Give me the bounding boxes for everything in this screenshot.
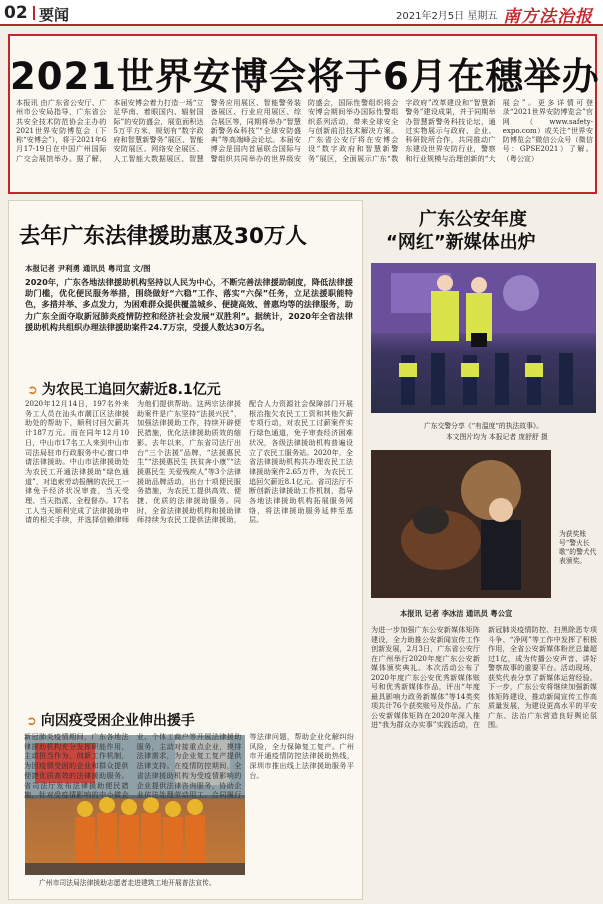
issue-date: 2021年2月5日 星期五 — [396, 11, 498, 22]
page-header — [0, 0, 603, 26]
left-feature-byline: 本报记者 尹利勇 通讯员 粤司宣 文/图 — [25, 264, 151, 273]
left-feature-title: 去年广东法律援助惠及30万人 — [19, 224, 307, 249]
page-number: 02 — [4, 3, 28, 23]
right-feature-title-line1: 广东公安年度 — [419, 209, 527, 230]
header-divider — [33, 6, 35, 20]
police-photo-caption: 广东交警分享《“有温度”的执法故事》。 — [424, 422, 544, 430]
top-story-body: 本报讯 由广东省公安厅、广州市公安局指导，广东省公共安全技术防范协会主办的2021世界安防博览会（下称“安博会”），将于2021年6月17-19日在中国广州国际广交会展馆举办。据了解，本届安博会着力打造一场“立足华南、着眼国内、辐射国际”的安防盛会，展览面积达5万平方米，规划有“数字政府和智慧新警务”展区、智能安防展区、网络安全展区、人工智能大数据展区、智慧警务应用展区、智能警务装备展区、行业应用展区、综合展区等，同期将举办“智慧新警务&科技”“全球安防盛典”等高端峰会论坛。本届安博会是国内首届联合国际与警组织共同举办的世界级安防盛会，国际性警组织将会安博会期间举办国际性警组织系列活动，带来全球安全与创新前沿技术解决方案。广东省公安厅将在安博会设“数字政府和智慧新警务”展区，全面展示广东“数字政府”改革建设和“智慧新警务”建设成果，并于同期举办智慧新警务科技论坛，通过实物展示与政府、企业、科研院所合作，共同推动广东建设世界安防行业，警察和行业规模与治理创新的“大展会”。更多详情可登录“2021世界安防博览会”官网（www.safety-expo.com）或关注“世界安防博览会”微信公众号（微信号：GPSE2021）了解。（粤公宣） — [16, 98, 593, 163]
left-subhead-1-text: 为农民工追回欠薪近8.1亿元 — [41, 382, 221, 398]
top-story — [8, 34, 600, 194]
police-dog-illustration — [371, 450, 551, 598]
police-dog-photo-caption: 为获奖账号“警火长歌”的警犬代表颁奖。 — [559, 530, 597, 565]
left-subhead-2-text: 向因疫受困企业伸出援手 — [40, 713, 195, 729]
masthead-logo: 南方法治报 — [503, 7, 593, 27]
top-story-headline: 2021世界安博会将于6月在穗举办 — [10, 55, 600, 98]
right-feature-body: 为进一步加强广东公安新媒体矩阵建设，全力助推公安新闻宣传工作创新发展，2月3日，广东省公安厅在广州举行2020年度广东公安新媒体颁奖典礼。本次活动公布了2020年度广东公安优秀新媒体账号和优秀新媒体作品，评出“年度最具影响力政务新媒体”等14类奖项共计76个获奖账号及作品。广东公安新媒体矩阵在2020年深入推进“我为群众办实事”实践活动，在新冠肺炎疫情防控、扫黑除恶专项斗争、“净网”等工作中发挥了积极作用，全省公安新媒体粉丝总量超过1亿，成为传播公安声音、讲好警察故事的重要平台。活动现场，获奖代表分享了新媒体运营经验。下一步，广东公安将继续加强新媒体矩阵建设，推动新闻宣传工作高质量发展，为建设更高水平的平安广东、法治广东营造良好舆论氛围。 — [371, 625, 597, 729]
left-feature-lead: 2020年，广东各地法律援助机构坚持以人民为中心，不断完善法律援助制度，降低法律援助门槛，优化便民服务举措，围绕做好“六稳”工作、落实“六保”任务，立足法援职能特色，多措并举、多点发力，为困难群众提供覆盖城乡、便捷高效、普惠均等的法律服务，助力广东全面夺取新冠肺炎疫情防控和经济社会发展“双胜利”。据统计，2020年全省法律援助机构共组织办理法律援助案件24.7万宗，受援人数达30万名。 — [25, 277, 353, 332]
left-subhead-1 — [27, 379, 221, 399]
photo-credit: 本文图片均为 本报记者 庞舒舒 摄 — [446, 433, 548, 441]
volunteers-photo-caption: 广州市司法局法律援助志愿者走进建筑工地开展普法宣传。 — [39, 879, 216, 887]
right-feature-title-line2: “网红”新媒体出炉 — [386, 232, 536, 253]
left-body-1: 2020年12月14日，197名外来务工人员在汕头市潮江区法律援助处的帮助下，顺利讨回欠薪共计187万元。而在同年12月10日，中山市17名工人来到中山市司法局驻市行政服务中心窗口申请法律援助。中山市法律援助处为农民工开通法律援助“绿色通道”，对追索劳动报酬的农民工一律免予经济状况审查，当天受理、当天指派、全程督办。17名工人当天顺利完成了法律援助申请的相关手续，并选择信赖律师为他们提供帮助。这两宗法律援助案件是广东坚持“法援兴民”，加强法律援助工作，持续开辟便民措施，优化法律援助质效的缩影。去年以来，广东省司法厅出台“三个法援”品牌，“法援惠民生”“法援惠民生 扶贫奔小康”“法援惠民生 关爱残疾人”等3个法律援助品牌活动，出台十项便民服务措施，为农民工提供高效、便捷、优质的法律援助服务。同时，全省法律援助机构和援助律师持续为农民工提供法律援助，配合人力资源社会保障部门开展根治拖欠农民工工资和其他欠薪专项行动，对农民工讨薪案件实行绿色通道，免予审查经济困难状况，各级法律援助机构普遍设立了农民工服务站。2020年，全省法律援助机构共办理农民工法律援助案件2.65万件，为农民工追回欠薪近8.1亿元。省司法厅不断创新法律援助工作机制，指导各地法律援助机构拓展服务网络，将法律援助服务延伸至基层。 — [25, 399, 353, 525]
police-dog-photo — [371, 450, 551, 598]
left-subhead-2 — [26, 710, 195, 730]
section-name: 要闻 — [39, 6, 70, 24]
police-award-photo — [371, 263, 596, 413]
left-body-2: 新冠肺炎疫情期间，广东各地法律援助机构充分发挥职能作用，主动担当作为，创新工作机制，为因疫情受困的企业和群众提供便捷优质高效的法律援助服务。省司法厅发布法律援助便民措施，针对受疫情影响的中小微企业、个体工商户等开展法律援助服务，主动对接重点企业，摸排法律需求，为企业复工复产提供法律支持。在疫情防控期间，全省法律援助机构为受疫情影响的企业提供法律咨询服务，协助企业依法处理劳动用工、合同履行等法律问题，帮助企业化解纠纷风险，全力保障复工复产。广州市开通疫情防控法律援助热线，深圳市推出线上法律援助服务平台。 — [24, 732, 354, 800]
arrow-icon: ➲ — [27, 383, 38, 398]
right-feature-byline: 本报讯 记者 李冰洁 通讯员 粤公宣 — [400, 609, 513, 618]
arrow-icon: ➲ — [26, 714, 37, 729]
police-stage-illustration — [371, 263, 596, 413]
